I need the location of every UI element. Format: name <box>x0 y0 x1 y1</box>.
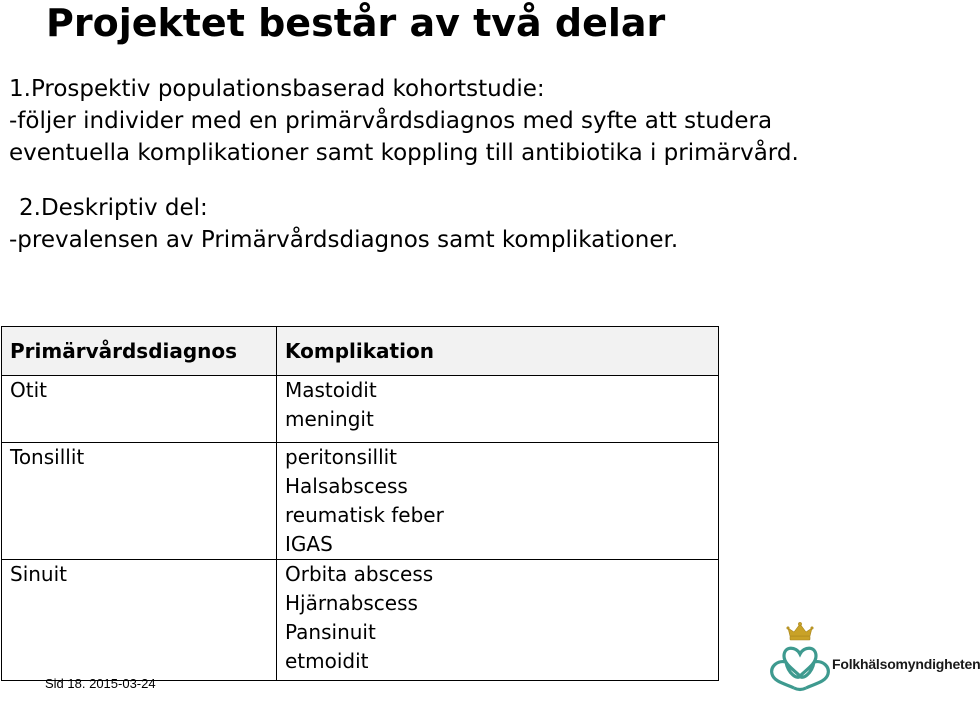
complication-item: meningit <box>285 407 374 431</box>
table-row <box>2 376 719 443</box>
complication-item: Orbita abscess <box>285 562 434 586</box>
complication-item: Hjärnabscess <box>285 591 418 615</box>
diagnosis-cell: Tonsillit <box>2 443 277 560</box>
header-complication: Komplikation <box>277 327 719 376</box>
complication-item: reumatisk feber <box>285 503 444 527</box>
diagnosis-table <box>1 326 719 681</box>
header-diagnosis: Primärvårdsdiagnos <box>2 327 277 376</box>
complication-item: etmoidit <box>285 649 369 673</box>
complication-cell <box>277 560 719 681</box>
slide-title: Projektet består av två delar <box>46 1 666 45</box>
logo-wordmark: Folkhälsomyndigheten <box>832 656 980 672</box>
folkhalsomyndigheten-logo <box>764 622 980 694</box>
table-header-row <box>2 327 719 376</box>
diagnosis-cell: Sinuit <box>2 560 277 681</box>
complication-item: Mastoidit <box>285 378 377 402</box>
complication-item: peritonsillit <box>285 445 398 469</box>
diagnosis-cell: Otit <box>2 376 277 443</box>
table-row <box>2 560 719 681</box>
complication-cell <box>277 443 719 560</box>
body-line-5: -prevalensen av Primärvårdsdiagnos samt komplikationer. <box>9 227 679 253</box>
body-line-3: eventuella komplikationer samt koppling till antibiotika i primärvård. <box>9 140 799 166</box>
slide-body <box>9 73 954 256</box>
complication-item: IGAS <box>285 532 333 556</box>
body-line-4: 2.Deskriptiv del: <box>19 195 208 221</box>
complication-item: Halsabscess <box>285 474 408 498</box>
table-row <box>2 443 719 560</box>
body-line-1: 1.Prospektiv populationsbaserad kohortstudie: <box>9 76 545 102</box>
complication-cell <box>277 376 719 443</box>
slide-footer-info: Sid 18. 2015-03-24 <box>45 676 156 691</box>
complication-item: Pansinuit <box>285 620 376 644</box>
body-line-2: -följer individer med en primärvårdsdiagnos med syfte att studera <box>9 108 773 134</box>
crown-hearts-emblem-icon <box>764 622 834 694</box>
